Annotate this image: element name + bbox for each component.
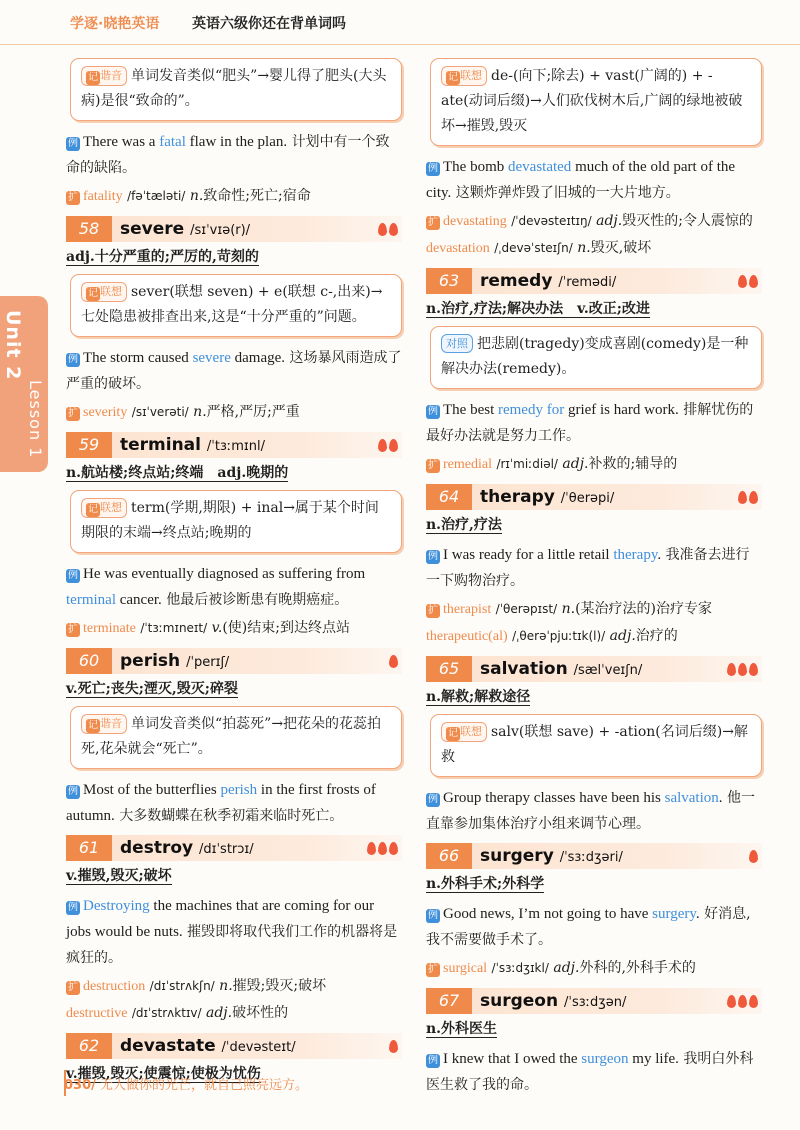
memory-tip-icon: 记 <box>448 72 458 83</box>
example-badge-icon: 例 <box>428 794 438 805</box>
example-badge-icon: 例 <box>428 163 438 174</box>
difficulty-flames <box>725 993 758 1012</box>
memory-tip-icon: 记 <box>448 728 458 739</box>
memory-tip-box: 记 谐音 单词发音类似“拍蕊死”→把花朵的花蕊拍死,花朵就会“死亡”。 <box>70 706 402 769</box>
word-header-58 <box>66 216 402 242</box>
word-header-64: 64 therapy /ˈθerəpi/ <box>426 484 762 510</box>
difficulty-flames <box>736 273 758 292</box>
footer-motto: 无人做你的光芒，就自己照亮远方。 <box>100 1078 309 1093</box>
unit-label: Unit 2 <box>2 310 24 381</box>
example-sentence: 例 The best remedy for grief is hard work. 排解忧伤的最好办法就是努力工作。 <box>426 402 754 444</box>
derivative-badge-icon: 扩 <box>68 408 78 419</box>
unit-tab <box>0 296 48 472</box>
headword: destroy /dɪˈstrɔɪ/ <box>120 838 254 858</box>
example-sentence: 例 Destroying the machines that are coming for our jobs would be nuts. 摧毁即将取代我们工作的机器将是疯狂的。 <box>66 898 398 966</box>
headword: devastate /ˈdevəsteɪt/ <box>120 1036 296 1056</box>
example-badge-icon: 例 <box>68 786 78 797</box>
derivative-badge-icon: 扩 <box>428 460 438 471</box>
definition: n.外科手术;外科学 <box>426 876 545 892</box>
derivative-line: 扩 severity /sɪˈverəti/ n.严格,严厉;严重 <box>68 404 300 420</box>
flame-icon <box>738 663 747 676</box>
difficulty-flames <box>365 840 398 859</box>
flame-icon <box>389 439 398 452</box>
example-badge-icon: 例 <box>428 406 438 417</box>
difficulty-flames <box>376 437 398 456</box>
difficulty-flames <box>736 489 758 508</box>
memory-tip-icon: 记 <box>88 288 98 299</box>
derivative-badge-icon: 扩 <box>428 217 438 228</box>
derivative-line: 扩 fatality /fəˈtæləti/ n.致命性;死亡;宿命 <box>68 188 311 204</box>
example-sentence: 例 I knew that I owed the surgeon my life. 我明白外科医生救了我的命。 <box>426 1051 754 1093</box>
headword: perish /ˈperɪʃ/ <box>120 651 230 671</box>
memory-tip-box: 记 联想 term(学期,期限) + inal→属于某个时间期限的末端→终点站;晚期的 <box>70 490 402 553</box>
flame-icon <box>727 663 736 676</box>
right-column <box>426 58 762 1100</box>
word-number: 58 <box>66 216 112 242</box>
difficulty-flames <box>387 1038 398 1057</box>
flame-icon <box>749 275 758 288</box>
derivative-line: 扩 therapist /ˈθerəpɪst/ n.(某治疗法的)治疗专家 therapeutic(al) /ˌθerəˈpjuːtɪk(l)/ adj.治疗的 <box>426 601 712 644</box>
example-sentence: 例 I was ready for a little retail therapy. 我准备去进行一下购物治疗。 <box>426 547 750 589</box>
memory-tip-box: 记 联想 salv(联想 save) + -ation(名词后缀)→解救 <box>430 714 762 777</box>
derivative-badge-icon: 扩 <box>428 964 438 975</box>
page-footer <box>64 1074 308 1093</box>
headword: severe /sɪˈvɪə(r)/ <box>120 219 251 239</box>
definition: n.航站楼;终点站;终端 adj.晚期的 <box>66 465 289 481</box>
definition: n.解救;解救途径 <box>426 689 531 705</box>
flame-icon <box>749 995 758 1008</box>
example-sentence: 例 Good news, I’m not going to have surgery. 好消息,我不需要做手术了。 <box>426 906 751 948</box>
definition: v.摧毁,毁灭;破坏 <box>66 868 172 884</box>
flame-icon <box>378 842 387 855</box>
derivative-badge-icon: 扩 <box>428 605 438 616</box>
definition: adj.十分严重的;严厉的,苛刻的 <box>66 249 259 265</box>
derivative-badge-icon: 扩 <box>68 624 78 635</box>
derivative-line: 扩 terminate /ˈtɜːmɪneɪt/ v.(使)结束;到达终点站 <box>68 620 350 636</box>
difficulty-flames <box>725 661 758 680</box>
example-badge-icon: 例 <box>428 1055 438 1066</box>
example-badge-icon: 例 <box>68 354 78 365</box>
memory-tip-icon: 记 <box>88 72 98 83</box>
example-sentence: 例 Group therapy classes have been his salvation. 他一直靠参加集体治疗小组来调节心理。 <box>426 790 755 832</box>
flame-icon <box>389 223 398 236</box>
left-column <box>66 58 402 1091</box>
definition: n.外科医生 <box>426 1021 498 1037</box>
headword: terminal /ˈtɜːmɪnl/ <box>120 435 265 455</box>
example-sentence: 例 The bomb devastated much of the old part of the city. 这颗炸弹炸毁了旧城的一大片地方。 <box>426 159 736 201</box>
flame-icon <box>389 1040 398 1053</box>
headword: salvation /sælˈveɪʃn/ <box>480 659 643 679</box>
flame-icon <box>749 491 758 504</box>
highlight-word: fatal <box>159 134 186 150</box>
headword: surgery /ˈsɜːdʒəri/ <box>480 846 623 866</box>
definition: n.治疗,疗法;解决办法 v.改正;改进 <box>426 301 650 317</box>
memory-tip-box: 记 联想 de-(向下;除去) + vast(广阔的) + -ate(动词后缀)→人们砍伐树木后,广阔的绿地被破坏→摧毁,毁灭 <box>430 58 762 146</box>
flame-icon <box>738 491 747 504</box>
example-sentence: 例 There was a fatal flaw in the plan. 计划中有一个致命的缺陷。 <box>66 134 390 176</box>
flame-icon <box>727 995 736 1008</box>
example-sentence: 例 The storm caused severe damage. 这场暴风雨造成了严重的破坏。 <box>66 350 402 392</box>
derivative-line: 扩 surgical /ˈsɜːdʒɪkl/ adj.外科的,外科手术的 <box>428 960 696 976</box>
memory-tip-box: 记 联想 sever(联想 seven) + e(联想 c-,出来)→七处隐患被排查出来,这是“十分严重的”问题。 <box>70 274 402 337</box>
word-header-62: 62 devastate /ˈdevəsteɪt/ <box>66 1033 402 1059</box>
flame-icon <box>389 655 398 668</box>
example-badge-icon: 例 <box>428 910 438 921</box>
word-header-60: 60 perish /ˈperɪʃ/ <box>66 648 402 674</box>
flame-icon <box>389 842 398 855</box>
flame-icon <box>738 275 747 288</box>
page-number: 030/ <box>64 1078 96 1093</box>
derivative-badge-icon: 扩 <box>68 192 78 203</box>
derivative-line: 扩 devastating /ˈdevəsteɪtɪŋ/ adj.毁灭性的;令人震惊的 devastation /ˌdevəˈsteɪʃn/ n.毁灭,破坏 <box>426 213 753 256</box>
flame-icon <box>367 842 376 855</box>
memory-tip-tag: 记 谐音 <box>81 66 127 86</box>
word-header-65: 65 salvation /sælˈveɪʃn/ <box>426 656 762 682</box>
book-title: 英语六级你还在背单词吗 <box>192 16 346 32</box>
definition: v.摧毁,毁灭;使震惊;使极为忧伤 <box>66 1066 261 1082</box>
flame-icon <box>378 439 387 452</box>
word-header-61: 61 destroy /dɪˈstrɔɪ/ <box>66 835 402 861</box>
memory-tip-icon: 记 <box>88 720 98 731</box>
word-header-63: 63 remedy /ˈremədi/ <box>426 268 762 294</box>
definition: v.死亡;丧失;湮灭,毁灭;碎裂 <box>66 681 238 697</box>
memory-tip-box <box>70 58 402 121</box>
difficulty-flames <box>387 653 398 672</box>
difficulty-flames <box>747 848 758 867</box>
difficulty-flames <box>376 221 398 240</box>
flame-icon <box>749 663 758 676</box>
example-sentence: 例 Most of the butterflies perish in the first frosts of autumn. 大多数蝴蝶在秋季初霜来临时死亡。 <box>66 782 376 824</box>
memory-tip-icon: 记 <box>88 504 98 515</box>
example-badge-icon: 例 <box>428 551 438 562</box>
flame-icon <box>738 995 747 1008</box>
headword: surgeon /ˈsɜːdʒən/ <box>480 991 627 1011</box>
word-header-59: 59 terminal /ˈtɜːmɪnl/ <box>66 432 402 458</box>
derivative-line: 扩 destruction /dɪˈstrʌkʃn/ n.摧毁;毁灭;破坏 destructive /dɪˈstrʌktɪv/ adj.破坏性的 <box>66 978 327 1021</box>
page-header <box>0 0 800 45</box>
example-badge-icon: 例 <box>68 902 78 913</box>
word-header-66: 66 surgery /ˈsɜːdʒəri/ <box>426 843 762 869</box>
lesson-label: Lesson 1 <box>26 380 45 459</box>
example-badge-icon: 例 <box>68 138 78 149</box>
brand-name: 学逐·晓艳英语 <box>70 16 160 32</box>
example-translation: 计划中有一个致命的缺陷。 <box>66 134 390 176</box>
flame-icon <box>378 223 387 236</box>
flame-icon <box>749 850 758 863</box>
example-badge-icon: 例 <box>68 570 78 581</box>
memory-tip-box: 对照 把悲剧(tragedy)变成喜剧(comedy)是一种解决办法(remedy)。 <box>430 326 762 389</box>
derivative-line: 扩 remedial /rɪˈmiːdiəl/ adj.补救的;辅导的 <box>428 456 678 472</box>
headword: remedy /ˈremədi/ <box>480 271 617 291</box>
derivative-badge-icon: 扩 <box>68 982 78 993</box>
memory-tip-text: 单词发音类似“肥头”→婴儿得了肥头(大头病)是很“致命的”。 <box>81 68 387 109</box>
definition: n.治疗,疗法 <box>426 517 502 533</box>
example-sentence: 例 He was eventually diagnosed as suffering from terminal cancer. 他最后被诊断患有晚期癌症。 <box>66 566 366 608</box>
headword: therapy /ˈθerəpi/ <box>480 487 615 507</box>
word-header-67: 67 surgeon /ˈsɜːdʒən/ <box>426 988 762 1014</box>
